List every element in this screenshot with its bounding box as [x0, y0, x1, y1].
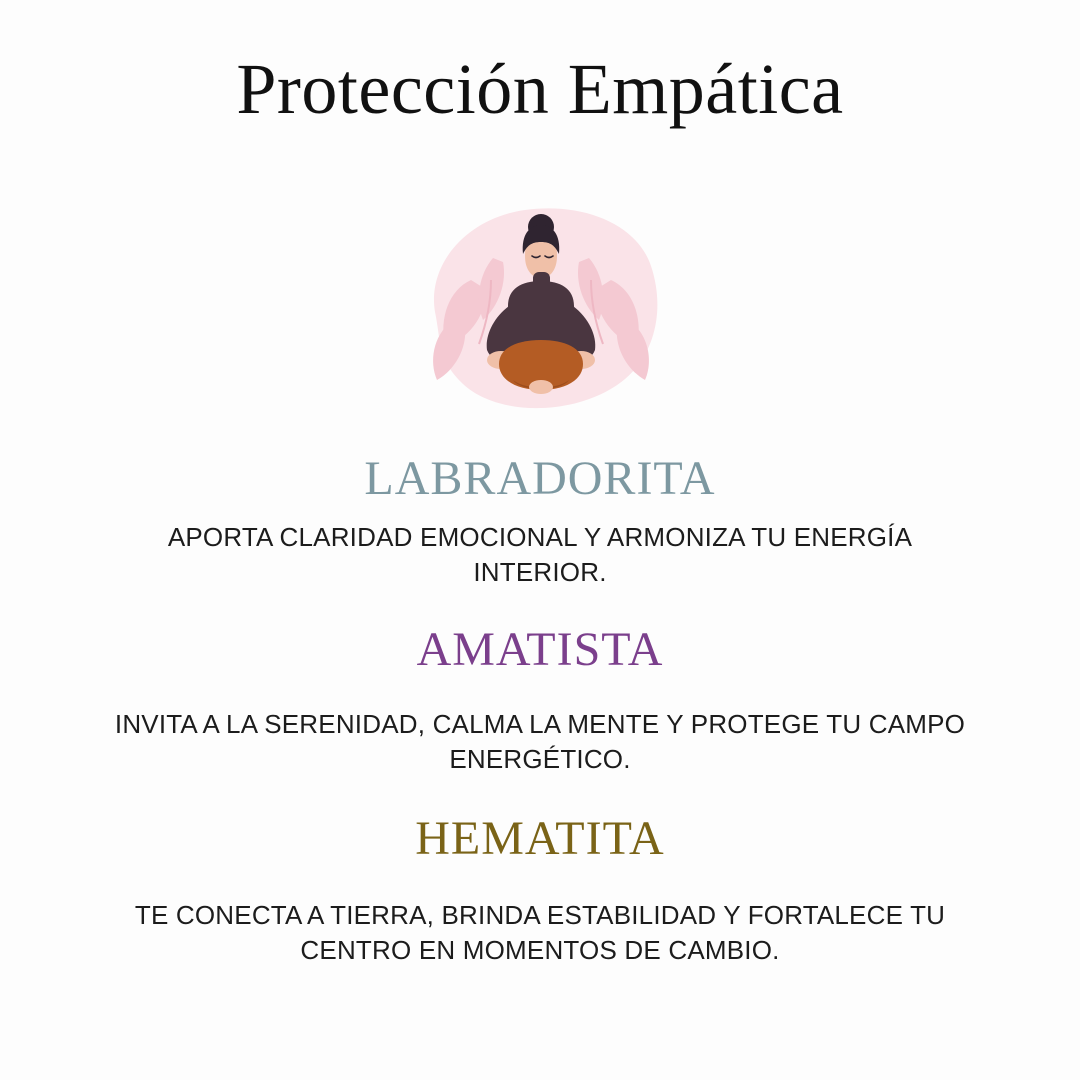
stone-description-labradorita: APORTA CLARIDAD EMOCIONAL Y ARMONIZA TU ENERGÍA INTERIOR. [167, 521, 913, 587]
stone-name-amatista: AMATISTA [416, 622, 664, 676]
meditating-woman-illustration [375, 194, 705, 429]
stone-block-amatista [0, 624, 1080, 777]
stone-block-labradorita [0, 453, 1080, 590]
stone-name-hematita: HEMATITA [415, 811, 665, 865]
stone-list [0, 443, 1080, 968]
stone-description-amatista: INVITA A LA SERENIDAD, CALMA LA MENTE Y PROTEGE TU CAMPO ENERGÉTICO. [114, 708, 966, 774]
stone-name-labradorita: LABRADORITA [364, 451, 716, 505]
stone-block-hematita [0, 813, 1080, 968]
stone-description-hematita: TE CONECTA A TIERRA, BRINDA ESTABILIDAD Y FORTALECE TU CENTRO EN MOMENTOS DE CAMBIO. [134, 899, 946, 965]
page-title: Protección Empática [236, 49, 844, 129]
